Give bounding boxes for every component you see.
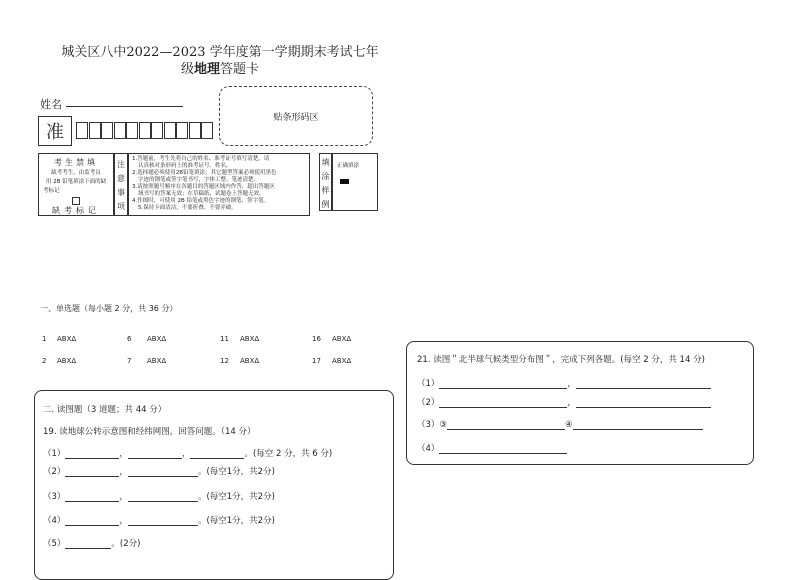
admission-digit-box[interactable] <box>126 122 138 139</box>
mcq-options[interactable]: ABXΔ <box>332 357 352 365</box>
q19-4-blank-a[interactable] <box>65 515 119 526</box>
fill-title: 考生禁填 <box>54 158 98 167</box>
fill-text-3: 考标记 <box>43 188 60 194</box>
q19-4-blank-b[interactable] <box>128 515 198 526</box>
section1-title: 一、单选题（每小题 2 分，共 36 分） <box>40 304 178 313</box>
notes-heading-cell <box>114 153 128 216</box>
mcq-item <box>312 335 351 343</box>
notes-list <box>132 156 306 212</box>
mcq-number: 2 <box>42 357 47 365</box>
q21-3-blank-b[interactable] <box>573 419 703 430</box>
mcq-number: 11 <box>220 335 229 343</box>
note-line: 2.选择题必须使用2B铅笔填涂；其它题型答案必须使用黑色 <box>132 170 277 176</box>
q19-line2: （2） ， 。(每空1分，共2分) <box>43 467 275 477</box>
mcq-number: 6 <box>127 335 132 343</box>
mcq-options[interactable]: ABXΔ <box>147 335 167 343</box>
q19-prompt: 19. 读地球公转示意图和经纬网图，回答问题。（14 分） <box>43 427 256 437</box>
q19-3-label: （3） <box>43 492 66 502</box>
q21-4-blank[interactable] <box>439 443 567 454</box>
admission-digit-box[interactable] <box>101 122 113 139</box>
q21-1-blank-a[interactable] <box>439 378 567 389</box>
q19-4-note: 。(每空1分，共2分) <box>197 516 275 526</box>
sample-cell <box>332 153 378 211</box>
admission-digit-box[interactable] <box>114 122 126 139</box>
mcq-item <box>127 357 166 365</box>
q21-3-blank-a[interactable] <box>447 419 565 430</box>
q21-3-mark-b: ④ <box>565 420 573 430</box>
sticker-label: 贴条形码区 <box>273 112 319 123</box>
q21-line3 <box>417 418 703 430</box>
proctor-fill-box <box>38 153 114 216</box>
mcq-number: 7 <box>127 357 132 365</box>
q19-2-blank-b[interactable] <box>128 466 198 477</box>
note-line: 域书写的答案无效；在草稿纸、试题卷上答题无效。 <box>138 191 265 197</box>
filled-sample-mark <box>340 179 349 184</box>
q21-panel <box>406 341 754 465</box>
mcq-options[interactable]: ABXΔ <box>57 357 77 365</box>
sample-label: 正确填涂 <box>337 163 360 169</box>
absent-checkbox[interactable] <box>72 197 80 205</box>
sample-heading-char: 填 <box>321 158 330 167</box>
fill-text-2: 用 2B 铅笔填涂下面的缺 <box>45 179 107 185</box>
sample-heading-char: 样 <box>321 186 330 195</box>
q21-prompt: 21. 读图＂北半球气候类型分布图＂，完成下列各题。(每空 2 分，共 14 分) <box>417 355 705 365</box>
note-line: 认真核对条形码上的准考证号、姓名。 <box>138 163 232 169</box>
title-post: 答题卡 <box>220 62 260 77</box>
q19-2-blank-a[interactable] <box>65 466 119 477</box>
note-line: 5.保持卡面清洁，不要折叠、不要弄破。 <box>138 205 237 211</box>
note-line: 1.答题前，考生先将自己的姓名、准考证号填写清楚，请 <box>132 156 270 162</box>
q21-line2: （2） ， <box>417 396 711 408</box>
mcq-number: 16 <box>312 335 321 343</box>
mcq-options[interactable]: ABXΔ <box>240 335 260 343</box>
q19-3-note: 。(每空1分，共2分) <box>197 492 275 502</box>
sample-heading-char: 例 <box>321 200 330 209</box>
q19-2-note: 。(每空1分，共2分) <box>197 467 275 477</box>
exam-title-line2 <box>0 61 440 78</box>
mcq-number: 1 <box>42 335 47 343</box>
notes-heading-char: 事 <box>117 188 125 197</box>
admission-digit-box[interactable] <box>189 122 201 139</box>
admission-digit-box[interactable] <box>76 122 88 139</box>
q19-4-label: （4） <box>43 516 66 526</box>
notes-heading-char: 意 <box>117 174 125 183</box>
q21-2-blank-a[interactable] <box>439 397 567 408</box>
q19-1-blank-b[interactable] <box>128 448 182 459</box>
q19-line4: （4） ， 。(每空1分，共2分) <box>43 516 275 526</box>
note-line: 4.作图时，可使用 2B 铅笔或黑色字迹的钢笔、签字笔。 <box>132 198 270 204</box>
mcq-item <box>220 335 259 343</box>
absent-mark-label: 缺考标记 <box>52 206 100 215</box>
mcq-item <box>127 335 166 343</box>
q19-5-note: 。(2分) <box>111 539 141 549</box>
q19-1-blank-c[interactable] <box>190 448 244 459</box>
section2-title: 二. 读图题（3 道题；共 44 分） <box>43 405 167 415</box>
title-subject: 地理 <box>193 62 220 77</box>
q19-1-label: （1） <box>43 449 66 459</box>
mcq-item <box>220 357 259 365</box>
title-pre: 级 <box>180 62 194 77</box>
q19-line5 <box>43 537 140 549</box>
q21-2-blank-b[interactable] <box>576 397 711 408</box>
section2-panel <box>34 390 394 580</box>
mcq-options[interactable]: ABXΔ <box>240 357 260 365</box>
admission-digit-box[interactable] <box>201 122 213 139</box>
q19-1-note: 。(每空 2 分，共 6 分) <box>244 449 333 459</box>
name-label: 姓名 <box>40 98 62 111</box>
note-line: 3.请按照题号顺序在各题目的答题区域内作答，超出答题区 <box>132 184 275 190</box>
notes-cell <box>128 153 310 216</box>
q19-line3: （3） ， 。(每空1分，共2分) <box>43 492 275 502</box>
sample-heading-char: 涂 <box>321 172 330 181</box>
mcq-options[interactable]: ABXΔ <box>147 357 167 365</box>
mcq-item <box>42 335 76 343</box>
q19-line1: （1） ， ， 。(每空 2 分，共 6 分) <box>43 449 333 459</box>
q19-1-blank-a[interactable] <box>65 448 119 459</box>
mcq-number: 17 <box>312 357 321 365</box>
notes-heading-char: 项 <box>117 202 125 211</box>
q21-4-label: （4） <box>417 444 440 454</box>
q21-3-label: （3） <box>417 420 440 430</box>
note-line: 字迹的钢笔或签字笔书写，字体工整、笔迹清楚。 <box>138 177 260 183</box>
q21-1-label: （1） <box>417 379 440 389</box>
admission-digit-box[interactable] <box>164 122 176 139</box>
admission-digit-box[interactable] <box>151 122 163 139</box>
q21-1-blank-b[interactable] <box>576 378 711 389</box>
q21-2-label: （2） <box>417 398 440 408</box>
q19-3-blank-b[interactable] <box>128 491 198 502</box>
q19-3-blank-a[interactable] <box>65 491 119 502</box>
fill-text-1: 缺考考生，由监考员 <box>51 170 101 176</box>
mcq-item <box>312 357 351 365</box>
q19-2-label: （2） <box>43 467 66 477</box>
name-input-line[interactable] <box>66 106 183 107</box>
q19-5-label: （5） <box>43 539 66 549</box>
q21-line4 <box>417 442 567 454</box>
mcq-options[interactable]: ABXΔ <box>57 335 77 343</box>
mcq-item <box>42 357 76 365</box>
sample-heading <box>320 156 331 212</box>
q19-5-blank[interactable] <box>65 538 111 549</box>
admission-digit-box[interactable] <box>139 122 151 139</box>
notes-heading <box>115 158 127 214</box>
barcode-sticker-area <box>219 86 373 146</box>
sample-heading-cell <box>319 153 332 211</box>
q21-3-mark-a: ③ <box>439 420 448 430</box>
mcq-options[interactable]: ABXΔ <box>332 335 352 343</box>
q21-line1: （1） ， <box>417 377 711 389</box>
admission-label: 准 <box>38 116 72 146</box>
notes-heading-char: 注 <box>117 160 125 169</box>
admission-digit-box[interactable] <box>176 122 188 139</box>
exam-title-line1: 城关区八中2022—2023 学年度第一学期期末考试七年 <box>61 45 379 60</box>
admission-digit-box[interactable] <box>89 122 101 139</box>
mcq-number: 12 <box>220 357 229 365</box>
